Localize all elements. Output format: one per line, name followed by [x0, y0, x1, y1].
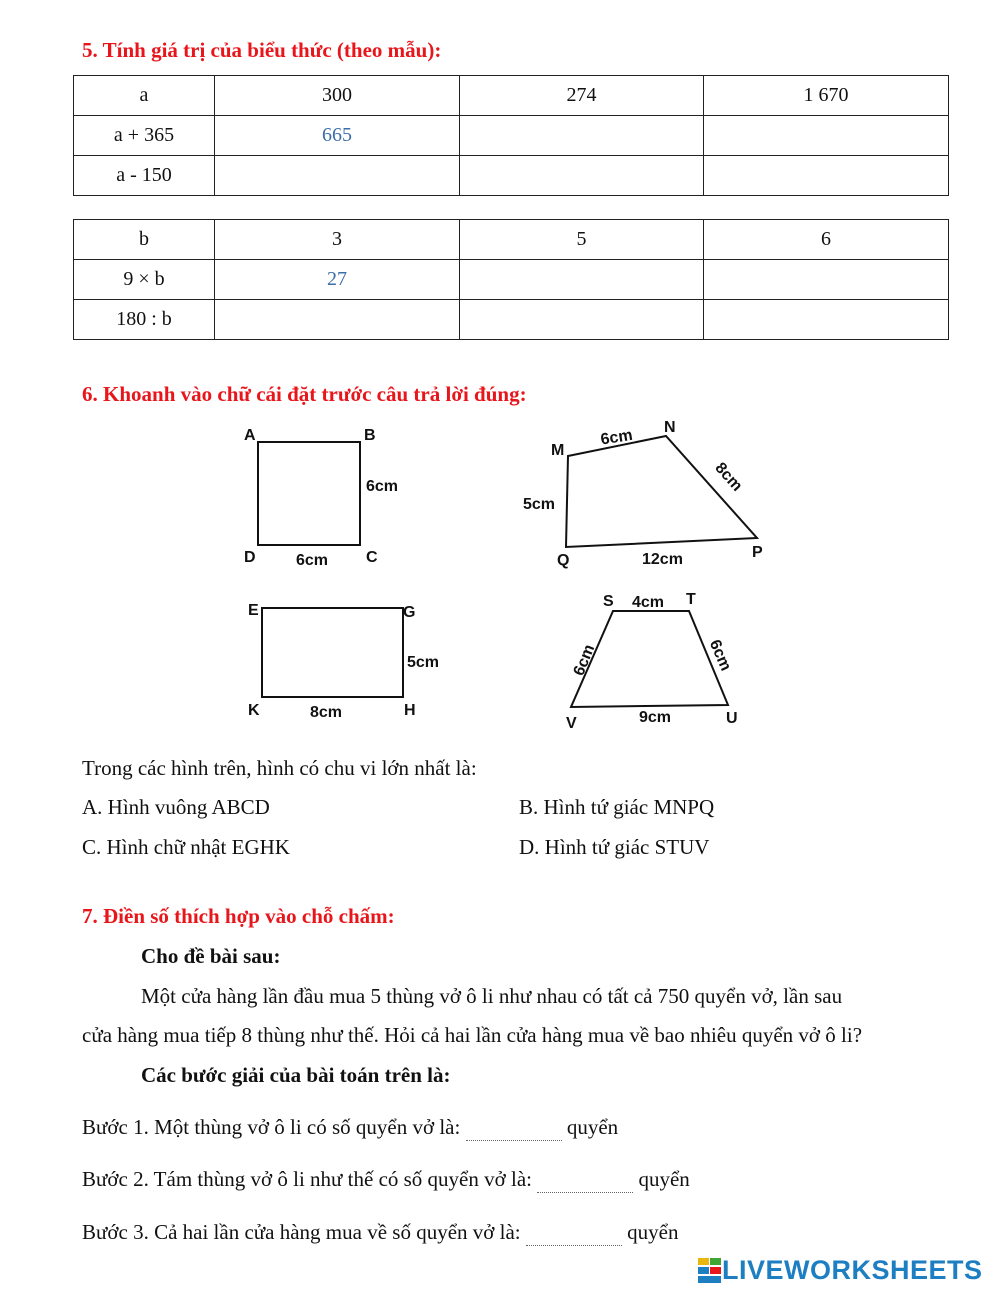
table-cell: 180 : b [74, 300, 215, 340]
answer-input[interactable] [472, 305, 691, 335]
vertex-label: E [248, 602, 259, 619]
steps-title: Các bước giải của bài toán trên là: [141, 1063, 451, 1087]
step-2-text: Bước 2. Tám thùng vở ô li như thế có số quyển vở là: [82, 1167, 532, 1191]
side-label: 12cm [642, 551, 683, 568]
q5-heading: 5. Tính giá trị của biểu thức (theo mẫu): [82, 38, 442, 62]
step-3 [82, 1220, 678, 1246]
answer-cell[interactable] [460, 156, 704, 196]
vertex-label: Q [557, 552, 570, 569]
answer-cell[interactable] [460, 300, 704, 340]
answer-input[interactable] [472, 121, 691, 151]
vertex-label: V [566, 715, 577, 732]
side-label: 6cm [366, 478, 399, 495]
side-label: 5cm [523, 496, 556, 513]
q6-question: Trong các hình trên, hình có chu vi lớn nhất là: [82, 756, 477, 780]
answer-cell[interactable] [704, 300, 949, 340]
unit-label: quyển [566, 1115, 619, 1139]
table-cell: 1 670 [704, 76, 949, 116]
step-1 [82, 1115, 618, 1141]
quad-mnpq [523, 419, 763, 569]
vertex-label: A [244, 427, 256, 444]
table-cell: a - 150 [74, 156, 215, 196]
vertex-label: T [686, 591, 696, 608]
table-cell: b [74, 220, 215, 260]
rect-eghk [248, 602, 439, 721]
answer-input[interactable] [716, 161, 936, 191]
vertex-label: B [364, 427, 376, 444]
table-row [74, 116, 949, 156]
sample-answer: 665 [215, 116, 460, 156]
trapezoid-stuv [566, 591, 738, 732]
unit-label: quyển [638, 1167, 690, 1191]
table-row [74, 260, 949, 300]
vertex-label: U [726, 710, 738, 727]
option-d[interactable]: D. Hình tứ giác STUV [519, 835, 710, 859]
sample-answer: 27 [215, 260, 460, 300]
square-shape [258, 442, 360, 545]
answer-input[interactable] [472, 265, 691, 295]
answer-input[interactable] [472, 161, 691, 191]
step-1-text: Bước 1. Một thùng vở ô li có số quyển vở là: [82, 1115, 461, 1139]
side-label: 6cm [570, 642, 599, 679]
table-cell: 9 × b [74, 260, 215, 300]
vertex-label: D [244, 549, 256, 566]
answer-input[interactable] [716, 121, 936, 151]
step-1-input[interactable] [466, 1118, 562, 1141]
table-cell: 5 [460, 220, 704, 260]
table-row [74, 76, 949, 116]
vertex-label: K [248, 702, 260, 719]
answer-cell[interactable] [215, 156, 460, 196]
table-cell: 274 [460, 76, 704, 116]
q7-heading: 7. Điền số thích hợp vào chỗ chấm: [82, 904, 395, 928]
side-label: 4cm [632, 594, 665, 611]
table-row [74, 220, 949, 260]
answer-input[interactable] [716, 305, 936, 335]
option-a[interactable]: A. Hình vuông ABCD [82, 795, 270, 819]
step-2-input[interactable] [537, 1170, 633, 1193]
quad-shape [566, 436, 757, 547]
side-label: 6cm [705, 637, 735, 674]
answer-input[interactable] [227, 161, 447, 191]
vertex-label: H [404, 702, 416, 719]
problem-line-1: Một cửa hàng lần đầu mua 5 thùng vở ô li như nhau có tất cả 750 quyển vở, lần sau [141, 984, 843, 1008]
step-3-input[interactable] [526, 1223, 622, 1246]
table-cell: 3 [215, 220, 460, 260]
vertex-label: S [603, 593, 614, 610]
step-3-text: Bước 3. Cả hai lần cửa hàng mua về số quyển vở là: [82, 1220, 521, 1244]
vertex-label: C [366, 549, 378, 566]
table-cell: 6 [704, 220, 949, 260]
answer-cell[interactable] [704, 260, 949, 300]
table-cell: a [74, 76, 215, 116]
table-row [74, 300, 949, 340]
figures [0, 400, 1000, 745]
vertex-label: G [403, 604, 416, 621]
vertex-label: N [664, 419, 676, 436]
table-cell: a + 365 [74, 116, 215, 156]
trapezoid-shape [571, 611, 728, 707]
side-label: 6cm [599, 426, 634, 449]
q7-intro: Cho đề bài sau: [141, 944, 281, 968]
logo-text: LIVEWORKSHEETS [722, 1255, 983, 1285]
answer-input[interactable] [716, 265, 936, 295]
vertex-label: P [752, 544, 763, 561]
square-abcd [244, 427, 398, 569]
side-label: 8cm [711, 459, 746, 495]
side-label: 5cm [407, 654, 440, 671]
table-row [74, 156, 949, 196]
answer-cell[interactable] [460, 116, 704, 156]
side-label: 6cm [296, 552, 329, 569]
rect-shape [262, 608, 403, 697]
answer-input[interactable] [227, 305, 447, 335]
table-b [73, 219, 949, 340]
liveworksheets-logo [698, 1255, 983, 1286]
answer-cell[interactable] [704, 156, 949, 196]
option-b[interactable]: B. Hình tứ giác MNPQ [519, 795, 715, 819]
unit-label: quyển [627, 1220, 679, 1244]
q6-heading: 6. Khoanh vào chữ cái đặt trước câu trả lời đúng: [82, 382, 527, 406]
answer-cell[interactable] [215, 300, 460, 340]
answer-cell[interactable] [460, 260, 704, 300]
answer-cell[interactable] [704, 116, 949, 156]
vertex-label: M [551, 442, 565, 459]
option-c[interactable]: C. Hình chữ nhật EGHK [82, 835, 290, 859]
side-label: 8cm [310, 704, 343, 721]
side-label: 9cm [639, 709, 672, 726]
step-2 [82, 1167, 690, 1193]
table-cell: 300 [215, 76, 460, 116]
logo-icon [698, 1258, 722, 1284]
problem-line-2: cửa hàng mua tiếp 8 thùng như thế. Hỏi cả hai lần cửa hàng mua về bao nhiêu quyển vở ô li? [82, 1023, 863, 1047]
table-a [73, 75, 949, 196]
